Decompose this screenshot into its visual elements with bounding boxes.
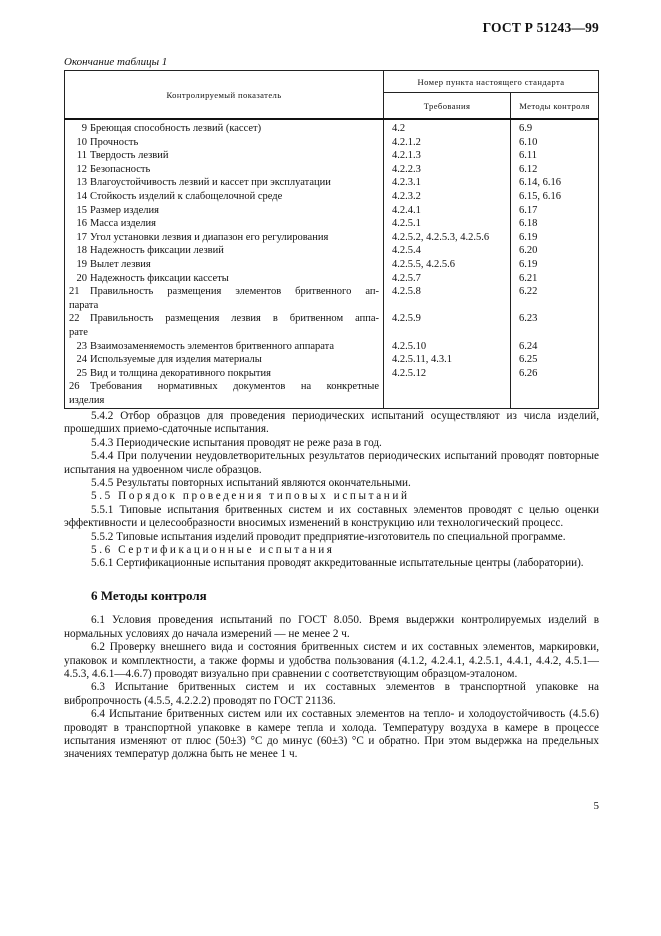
paragraph-5-4-5: 5.4.5 Результаты повторных испытаний являются окончательными.	[91, 477, 411, 490]
methods-cell: 6.25	[511, 353, 599, 367]
row-number: 24	[76, 354, 87, 366]
indicator-cell	[65, 340, 384, 354]
methods-cell: 6.18	[511, 217, 599, 231]
indicator-cell	[65, 204, 384, 218]
table-row	[65, 217, 599, 231]
paragraph-5-4-4: 5.4.4 При получении неудовлетворительных результатов периодических испытаний проводят повторные испытания на удвоенном числе образцов.	[64, 450, 599, 476]
indicator-label: Твердость лезвий	[90, 150, 169, 162]
indicator-label: Надежность фиксации кассеты	[90, 272, 229, 284]
table-row	[65, 367, 599, 381]
table-row	[65, 258, 599, 272]
table-row	[65, 176, 599, 190]
indicator-cell	[65, 217, 384, 231]
table-row	[65, 119, 599, 136]
indicator-label: Правильность размещения лезвия в бритвенном аппа-	[90, 313, 379, 325]
row-number: 13	[76, 177, 87, 189]
requirements-cell: 4.2.3.2	[384, 190, 511, 204]
requirements-cell: 4.2.5.9	[384, 312, 511, 339]
paragraph-6-3: 6.3 Испытание бритвенных систем и их составных элементов в транспортной упаковке на вибропрочность (4.5.5, 4.2.2.2) проводят по ГОСТ 21136.	[64, 681, 599, 707]
table-row	[65, 163, 599, 177]
indicator-label: Вид и толщина декоративного покрытия	[90, 367, 271, 379]
table-row	[65, 380, 599, 409]
row-number: 15	[76, 204, 87, 216]
requirements-cell: 4.2.4.1	[384, 204, 511, 218]
indicator-cell	[65, 312, 384, 339]
methods-cell: 6.24	[511, 340, 599, 354]
indicator-label-continued: изделия	[69, 394, 105, 406]
methods-cell: 6.12	[511, 163, 599, 177]
requirements-cell: 4.2.5.11, 4.3.1	[384, 353, 511, 367]
table-row	[65, 231, 599, 245]
methods-cell: 6.17	[511, 204, 599, 218]
requirements-cell: 4.2.3.1	[384, 176, 511, 190]
indicator-label: Требования нормативных документов на конкретные	[90, 381, 379, 393]
table-row	[65, 312, 599, 339]
indicator-cell	[65, 272, 384, 286]
methods-cell	[511, 380, 599, 409]
row-number: 18	[76, 245, 87, 257]
section-6-title: 6 Методы контроля	[91, 587, 207, 603]
requirements-cell: 4.2.5.4	[384, 244, 511, 258]
paragraph-5-4-3: 5.4.3 Периодические испытания проводят не реже раза в год.	[91, 436, 382, 449]
requirements-cell: 4.2.5.2, 4.2.5.3, 4.2.5.6	[384, 231, 511, 245]
indicator-label: Взаимозаменяемость элементов бритвенного аппарата	[90, 340, 334, 352]
indicator-label: Размер изделия	[90, 204, 159, 216]
indicator-cell	[65, 367, 384, 381]
indicator-label: Масса изделия	[90, 218, 156, 230]
paragraph-5-5-1: 5.5.1 Типовые испытания бритвенных систем и их составных элементов проводят с целью оценки эффективности и целесообразности вносимых изменений в конструкцию или технологический процесс.	[64, 503, 599, 530]
indicator-label: Безопасность	[90, 163, 151, 175]
row-number: 12	[76, 163, 87, 175]
paragraph-6-2: 6.2 Проверку внешнего вида и состояния бритвенных систем и их составных элементов, маркировки, упаковок и комплектности, а также формы и удобства пользования (4.1.2, 4.2.4.1, 4.2.5.1, 4.4.1, 4.4.2, 4.5.1—4.5.3, 4.6.1—4.6.7) проводят визуально при сравнении с соответствующим образцом-эталоном.	[64, 641, 599, 680]
indicator-cell	[65, 163, 384, 177]
table-row	[65, 190, 599, 204]
indicator-label: Бреющая способность лезвий (кассет)	[90, 123, 262, 134]
row-number: 25	[76, 367, 87, 379]
row-number: 23	[76, 340, 87, 352]
indicator-label: Правильность размещения элементов бритвенного ап-	[90, 286, 379, 298]
paragraph-6-4: 6.4 Испытание бритвенных систем или их составных элементов на тепло- и холодоустойчивость (4.5.6) проводят в транспортной упаковке в камере тепла и холода. Температуру воздуха в камере в процессе испытания изменяют от плюс (50±3) °С до минус (60±3) °С и обратно. При этом выдержка на предельных значениях температур должна быть не менее 1 ч.	[64, 708, 599, 761]
methods-cell: 6.10	[511, 136, 599, 150]
table-row	[65, 285, 599, 312]
paragraph-6-1: 6.1 Условия проведения испытаний по ГОСТ 8.050. Время выдержки контролируемых изделий в нормальных условиях до начала измерений — не менее 2 ч.	[64, 614, 599, 640]
methods-cell: 6.11	[511, 149, 599, 163]
table-row	[65, 204, 599, 218]
table-row	[65, 272, 599, 286]
indicator-label-continued: рате	[69, 326, 88, 338]
methods-cell: 6.9	[511, 119, 599, 136]
indicator-cell	[65, 353, 384, 367]
requirements-cell: 4.2.2.3	[384, 163, 511, 177]
requirements-cell: 4.2.5.7	[384, 272, 511, 286]
row-number: 17	[76, 231, 87, 243]
indicator-cell	[65, 190, 384, 204]
methods-cell: 6.19	[511, 258, 599, 272]
row-number: 14	[76, 190, 87, 202]
indicator-label: Стойкость изделий к слабощелочной среде	[90, 190, 283, 202]
requirements-cell: 4.2	[384, 119, 511, 136]
row-number: 26	[69, 381, 80, 393]
body-text	[64, 410, 599, 762]
indicator-label: Влагоустойчивость лезвий и кассет при эксплуатации	[90, 177, 331, 189]
indicator-cell	[65, 136, 384, 150]
table-row	[65, 353, 599, 367]
row-number: 21	[69, 286, 80, 298]
requirements-cell: 4.2.1.2	[384, 136, 511, 150]
indicator-cell	[65, 244, 384, 258]
standard-code: ГОСТ Р 51243—99	[482, 20, 599, 35]
methods-cell: 6.19	[511, 231, 599, 245]
indicator-label: Прочность	[90, 136, 139, 148]
table-row	[65, 340, 599, 354]
col-indicator-header: Контролируемый показатель	[65, 71, 384, 120]
table-row	[65, 149, 599, 163]
indicator-cell	[65, 119, 384, 136]
indicator-label: Вылет лезвия	[90, 258, 151, 270]
methods-cell: 6.21	[511, 272, 599, 286]
control-table	[64, 70, 599, 409]
requirements-cell: 4.2.5.10	[384, 340, 511, 354]
indicator-cell	[65, 258, 384, 272]
methods-cell: 6.26	[511, 367, 599, 381]
requirements-cell: 4.2.5.12	[384, 367, 511, 381]
indicator-cell	[65, 176, 384, 190]
row-number: 10	[76, 136, 87, 148]
table-body	[65, 119, 599, 409]
indicator-label: Используемые для изделия материалы	[90, 354, 262, 366]
indicator-cell	[65, 149, 384, 163]
methods-cell: 6.15, 6.16	[511, 190, 599, 204]
table-row	[65, 136, 599, 150]
methods-cell: 6.20	[511, 244, 599, 258]
methods-cell: 6.22	[511, 285, 599, 312]
row-number: 9	[81, 123, 87, 134]
paragraph-5-4-2: 5.4.2 Отбор образцов для проведения периодических испытаний осуществляют из числа изделий, прошедших приемо-сдаточные испытания.	[64, 410, 599, 436]
paragraph-5-6-1: 5.6.1 Сертификационные испытания проводят аккредитованные испытательные центры (лаборатории).	[91, 557, 584, 570]
methods-cell: 6.14, 6.16	[511, 176, 599, 190]
requirements-cell	[384, 380, 511, 409]
row-number: 16	[76, 218, 87, 230]
methods-cell: 6.23	[511, 312, 599, 339]
requirements-cell: 4.2.1.3	[384, 149, 511, 163]
page-number: 5	[593, 800, 599, 812]
table-caption: Окончание таблицы 1	[64, 56, 168, 68]
requirements-cell: 4.2.5.8	[384, 285, 511, 312]
table-row	[65, 244, 599, 258]
indicator-label: Угол установки лезвия и диапазон его регулирования	[90, 231, 329, 243]
row-number: 22	[69, 313, 80, 325]
paragraph-5-5-2: 5.5.2 Типовые испытания изделий проводит предприятие-изготовитель по специальной программе.	[91, 530, 566, 543]
indicator-label: Надежность фиксации лезвий	[90, 245, 224, 257]
indicator-label-continued: парата	[69, 299, 99, 311]
col-clause-group-header: Номер пункта настоящего стандарта	[384, 71, 599, 93]
indicator-cell	[65, 380, 384, 409]
col-requirements-header: Требования	[384, 93, 511, 120]
col-methods-header: Методы контроля	[511, 93, 599, 120]
paragraph-5-6-heading: 5.6 Сертификационные испытания	[91, 544, 335, 557]
row-number: 19	[76, 258, 87, 270]
row-number: 20	[76, 272, 87, 284]
requirements-cell: 4.2.5.5, 4.2.5.6	[384, 258, 511, 272]
paragraph-5-5-heading: 5.5 Порядок проведения типовых испытаний	[91, 490, 410, 503]
requirements-cell: 4.2.5.1	[384, 217, 511, 231]
row-number: 11	[76, 150, 87, 162]
indicator-cell	[65, 285, 384, 312]
indicator-cell	[65, 231, 384, 245]
